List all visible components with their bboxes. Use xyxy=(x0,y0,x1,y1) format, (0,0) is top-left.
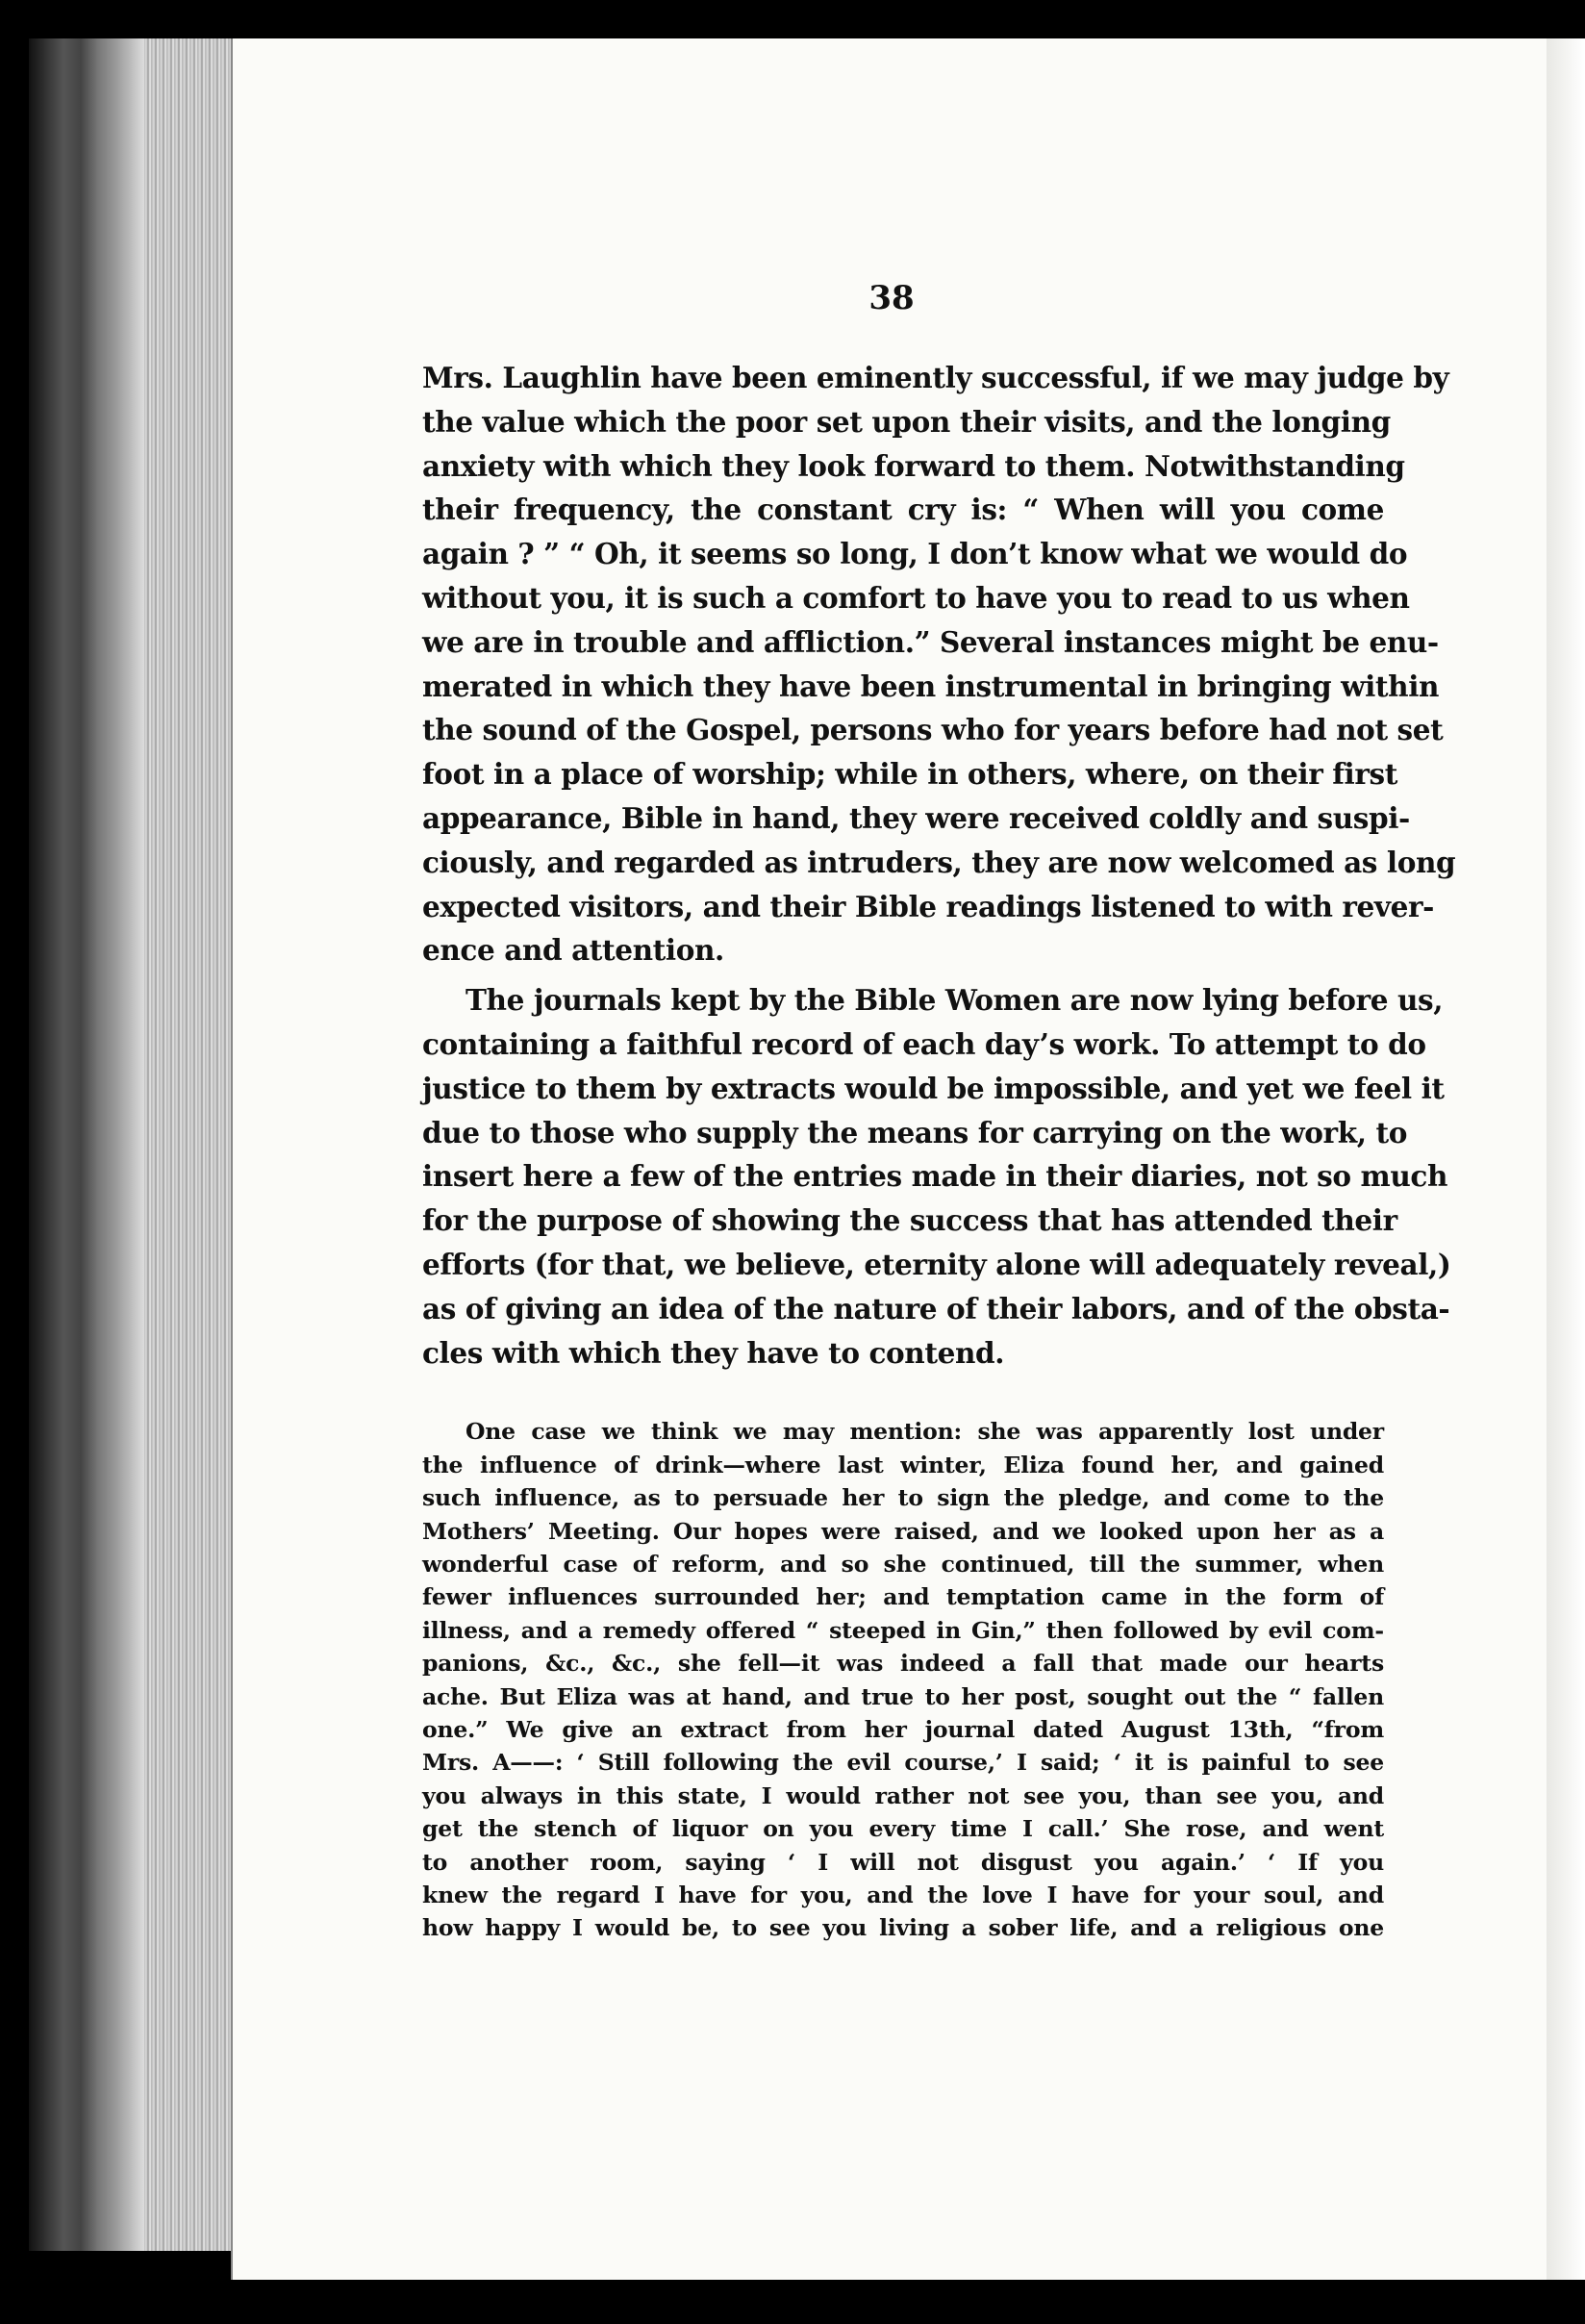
text-line: Mrs. Laughlin have been eminently successful, if we may judge by xyxy=(422,361,1449,394)
text-line: their frequency, the constant cry is: “ When will you come xyxy=(422,493,1384,527)
text-line: The journals kept by the Bible Women are now lying before us, xyxy=(465,983,1444,1018)
text-line: containing a faithful record of each day’s work. To attempt to do xyxy=(422,1026,1426,1061)
journal-extract xyxy=(422,1415,1384,1945)
paragraph-1 xyxy=(422,356,1456,973)
text-line: panions, &c., &c., she fell—it was indeed a fall that made our hearts xyxy=(422,1650,1384,1678)
text-line: Mothers’ Meeting. Our hopes were raised, and we looked upon her as a xyxy=(422,1517,1384,1545)
text-line: illness, and a remedy offered “ steeped in Gin,” then followed by evil com- xyxy=(422,1616,1384,1644)
paragraph-2 xyxy=(422,978,1451,1375)
text-line: to another room, saying ‘ I will not disgust you again.’ ‘ If you xyxy=(422,1848,1384,1876)
text-line: ence and attention. xyxy=(422,933,724,968)
text-line: efforts (for that, we believe, eternity alone will adequately reveal,) xyxy=(422,1247,1451,1281)
text-line: knew the regard I have for you, and the love I have for your soul, and xyxy=(422,1882,1384,1909)
text-line: ache. But Eliza was at hand, and true to her post, sought out the “ fallen xyxy=(422,1682,1384,1710)
page-content xyxy=(422,356,1456,1945)
page-number: 38 xyxy=(868,279,915,317)
text-line: again ? ” “ Oh, it seems so long, I don’t know what we would do xyxy=(422,537,1408,571)
text-line: wonderful case of reform, and so she continued, till the summer, when xyxy=(422,1550,1384,1578)
text-line: for the purpose of showing the success that has attended their xyxy=(422,1203,1397,1238)
text-line: fewer influences surrounded her; and temptation came in the form of xyxy=(422,1583,1384,1611)
text-line: foot in a place of worship; while in others, where, on their first xyxy=(422,757,1397,792)
text-line: the value which the poor set upon their visits, and the longing xyxy=(422,404,1391,439)
text-line: you always in this state, I would rather not see you, than see you, and xyxy=(422,1781,1384,1809)
text-line: we are in trouble and affliction.” Several instances might be enu- xyxy=(422,624,1439,659)
text-line: One case we think we may mention: she was apparently lost under xyxy=(465,1418,1384,1446)
text-line: without you, it is such a comfort to have you to read to us when xyxy=(422,580,1410,615)
text-line: how happy I would be, to see you living a sober life, and a religious one xyxy=(422,1914,1384,1942)
text-line: Mrs. A——: ‘ Still following the evil course,’ I said; ‘ it is painful to see xyxy=(422,1749,1384,1777)
text-line: get the stench of liquor on you every time I call.’ She rose, and went xyxy=(422,1815,1384,1843)
text-line: such influence, as to persuade her to sign the pledge, and come to the xyxy=(422,1484,1384,1512)
text-line: the sound of the Gospel, persons who for years before had not set xyxy=(422,713,1444,747)
text-line: ciously, and regarded as intruders, they are now welcomed as long xyxy=(422,845,1456,879)
book-spine xyxy=(29,38,144,2251)
text-line: justice to them by extracts would be impossible, and yet we feel it xyxy=(422,1071,1445,1105)
text-line: merated in which they have been instrumental in bringing within xyxy=(422,669,1440,703)
text-line: as of giving an idea of the nature of their labors, and of the obsta- xyxy=(422,1291,1450,1326)
book-page xyxy=(231,38,1550,2280)
text-line: the influence of drink—where last winter, Eliza found her, and gained xyxy=(422,1451,1384,1478)
text-line: due to those who supply the means for carrying on the work, to xyxy=(422,1115,1407,1149)
text-line: appearance, Bible in hand, they were received coldly and suspi- xyxy=(422,800,1410,835)
scan-border xyxy=(0,0,1585,38)
text-line: expected visitors, and their Bible readings listened to with rever- xyxy=(422,889,1434,923)
page-edges xyxy=(144,38,231,2251)
page-right-edge xyxy=(1547,38,1585,2280)
text-line: insert here a few of the entries made in their diaries, not so much xyxy=(422,1159,1448,1194)
text-line: one.” We give an extract from her journal dated August 13th, “from xyxy=(422,1715,1384,1743)
text-line: anxiety with which they look forward to them. Notwithstanding xyxy=(422,448,1405,483)
text-line: cles with which they have to contend. xyxy=(422,1335,1005,1370)
